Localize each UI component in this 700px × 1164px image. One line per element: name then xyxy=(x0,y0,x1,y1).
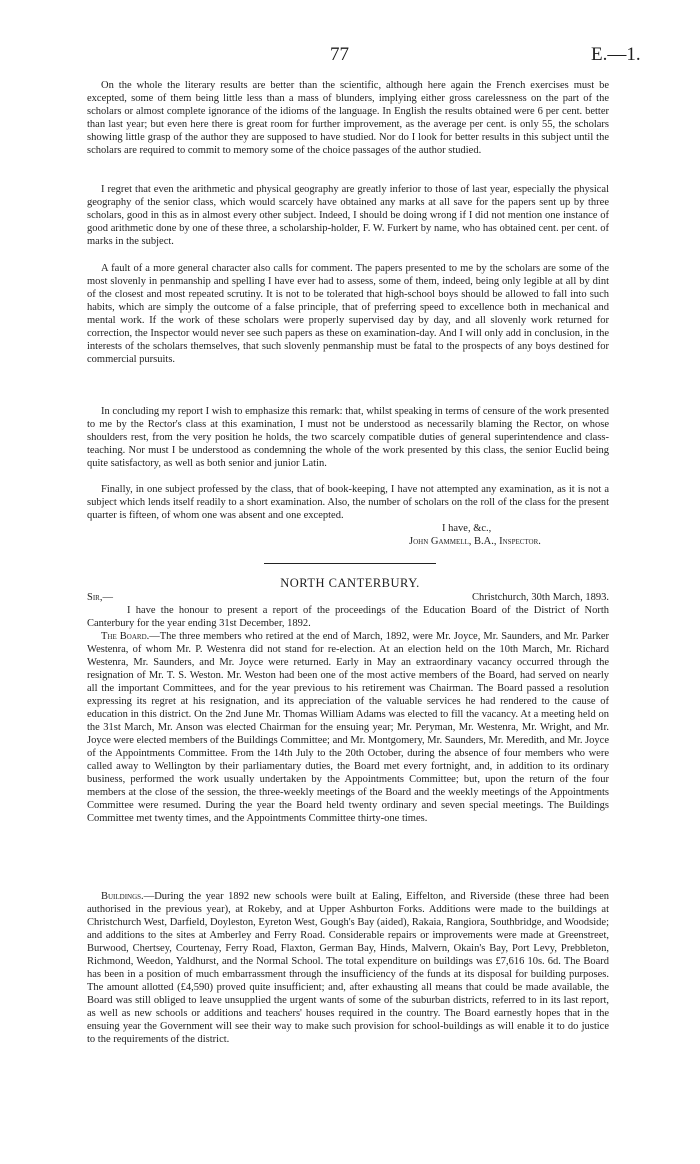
paragraph-arithmetic-geography: I regret that even the arithmetic and physical geography are greatly inferior to those of last year, especially the physical geography of the senior class, which would scarcely have obtained any marks at all save for the papers sent up by three scholars, good in this as in almost every other subject. Indeed, I should be doing wrong if I did not mention one instance of good arithmetic done by one of these three, a scholarship-holder, F. W. Furkert by name, who has obtained cent. per cent. of marks in the subject. xyxy=(87,184,609,247)
the-board-text: —The three members who retired at the end of March, 1892, were Mr. Joyce, Mr. Saunders, and Mr. Parker Westenra, of whom Mr. P. Westenra did not stand for re-election. At an election held on the 10th March, Mr. Richard Westenra, Mr. Saunders, and Mr. Joyce were returned. Early in May an extraordinary vacancy occurred through the resignation of Mr. T. S. Weston. Mr. Weston had been one of the most active members of the Board, had served on nearly all the important Committees, and for the year previous to his retirement was Chairman. The Board passed a resolution expressing its regret at his resignation, and its appreciation of the valuable services he had rendered to the cause of education in this district. On the 2nd June Mr. Thomas William Adams was elected to fill the vacancy. At a meeting held on the 31st March, Mr. Anson was elected Chairman for the ensuing year; Mr. Peryman, Mr. Westenra, Mr. Wright, and Mr. Joyce were elected members of the Buildings Committee; and Mr. Montgomery, Mr. Saunders, Mr. Meredith, and Mr. Joyce of the Appointments Committee. From the 14th July to the 20th October, during the absence of four members who were called away to Wellington by their parliamentary duties, the Board met every fortnight, and, in addition to its ordinary business, performed the work usually undertaken by the Appointments Committee; but, upon the return of the four members at the close of the session, the three-weekly meetings of the Board and the weekly meetings of the Appointments Committee were resumed. During the year the Board held twenty ordinary and seven special meetings. The Buildings Committee met twenty times, and the Appointments Committee thirty-one times. xyxy=(87,631,609,824)
paragraph-literary-results: On the whole the literary results are better than the scientific, although here again the French exercises must be excepted, some of them being little less than a mass of blunders, implying either gross carelessness on the part of the scholars or almost complete ignorance of the idioms of the language. In English the results obtained were 6 per cent. better than last year; but even here there is great room for further improvement, as the average per cent. is only 55, the scholars showing little grasp of the author they are supposed to have studied. Nor do I look for better results in this subject until the scholars are required to commit to memory some of the choice passages of the author studied. xyxy=(87,80,609,156)
closing-line: I have, &c., xyxy=(442,523,492,534)
place-date: Christchurch, 30th March, 1893. xyxy=(471,592,609,603)
section-divider xyxy=(264,563,436,564)
paragraph-buildings xyxy=(87,890,609,1046)
paragraph-book-keeping: Finally, in one subject professed by the class, that of book-keeping, I have not attempted any examination, as it is not a subject which lends itself readily to a short examination. Also, the number of scholars on the roll of the class for the present quarter is fifteen, of whom one was absent and one excepted. xyxy=(87,484,609,521)
section-heading: NORTH CANTERBURY. xyxy=(280,576,420,590)
page-number: 77 xyxy=(330,44,349,65)
salutation-row xyxy=(87,591,609,604)
signature: John Gammell, B.A., Inspector. xyxy=(409,536,541,547)
paragraph-intro: I have the honour to present a report of the proceedings of the Education Board of the District of North Canterbury for the year ending 31st December, 1892. xyxy=(87,605,609,629)
salutation: Sir,— xyxy=(87,592,113,603)
document-reference: E.—1. xyxy=(591,44,641,65)
the-board-label: The Board. xyxy=(101,631,150,642)
buildings-text: —During the year 1892 new schools were built at Ealing, Eiffelton, and Riverside (these three had been authorised in the previous year), at Rokeby, and at Upper Ashburton Forks. Additions were made to the buildings at Christchurch West, Darfield, Doyleston, Eyreton West, Gough's Bay (aided), Rakaia, Rangiora, Southbridge, and Woodside; and additions to the sites at Amberley and Ferry Road. Considerable repairs or improvements were made at Greenstreet, Burwood, Chertsey, Courtenay, Ferry Road, Flaxton, German Bay, Hinds, Malvern, Okain's Bay, Port Levy, Prebbleton, Richmond, Weedon, Yaldhurst, and the Normal School. The total expenditure on buildings was £7,616 10s. 6d. The Board has been in a position of much embarrassment through the insufficiency of the funds at its disposal for building purposes. The amount allotted (£4,590) proved quite insufficient; and, after exhausting all means that could be made available, the Board was still obliged to leave unsupplied the urgent wants of some of the suburban districts, referred to in its last report, as well as new schools or additions and teachers' houses required in the country. The Board earnestly hopes that in the ensuing year the Government will see their way to make such provision for school-buildings as will enable it to do justice to the requirements of the district. xyxy=(87,891,609,1045)
paragraph-the-board xyxy=(87,630,609,825)
paragraph-penmanship: A fault of a more general character also calls for comment. The papers presented to me by the scholars are some of the most slovenly in penmanship and spelling I have ever had to assess, some of them, indeed, being only legible at all by dint of the closest and most repeated scrutiny. It is not to be tolerated that high-school boys should be allowed to fall into such habits, which are simply the outcome of a false principle, that of preferring speed to excellence both in mechanical and mental work. If the work of these scholars were properly supervised day by day, and all slovenly work returned for correction, the Inspector would never see such papers as these on examination-day. And I will only add in conclusion, in the interests of the scholars themselves, that such slovenly penmanship must be fatal to the prospects of any boys destined for commercial pursuits. xyxy=(87,263,609,365)
paragraph-concluding: In concluding my report I wish to emphasize this remark: that, whilst speaking in terms of censure of the work presented to me by the Rector's class at this examination, I must not be understood as necessarily blaming the Rector, on whose shoulders rest, from the very position he holds, the two scarcely compatible duties of general superintendence and class-teaching. Nor must I be understood as condemning the whole of the work presented by this class, the senior Euclid being quite satisfactory, as well as both senior and junior Latin. xyxy=(87,406,609,469)
buildings-label: Buildings. xyxy=(101,891,144,902)
